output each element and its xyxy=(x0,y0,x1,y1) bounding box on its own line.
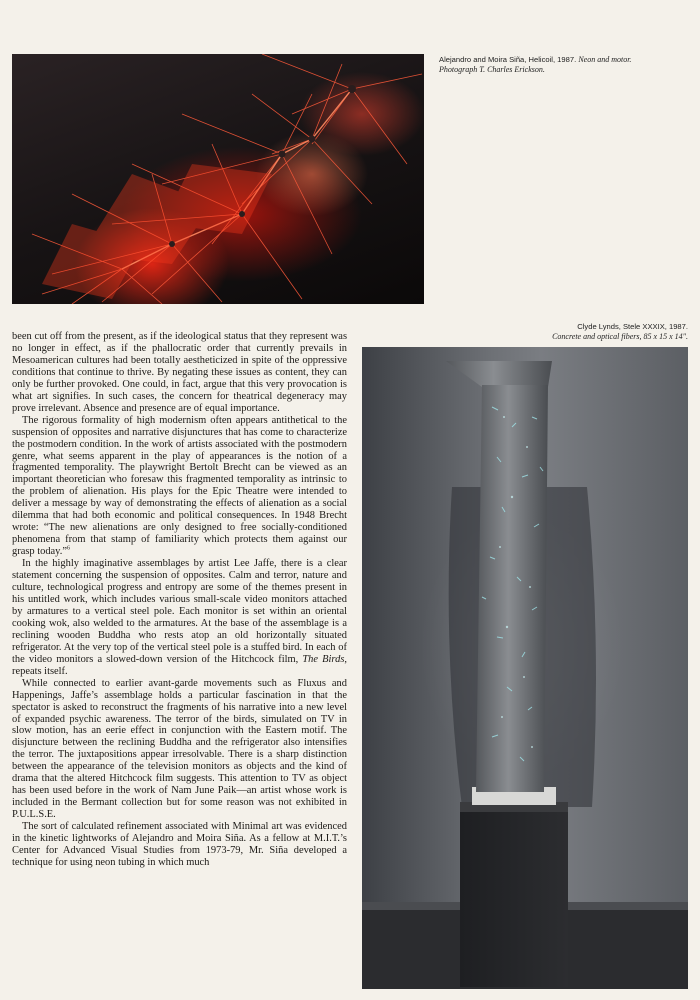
paragraph: been cut off from the present, as if the ideological status that they represent was no longer in effect, as if the phallocratic order that currently prevails in Mesoamerican cultures had been totally aestheticized in spite of the oppressive conditions that continue to thrive. By negating these issues as content, they can only be further provoked. One could, in fact, argue that this very provocation is what art signifies. In such cases, the concern for theatrical degeneracy may prove irrelevant. Absence and presence are of equal importance. xyxy=(12,331,347,414)
paragraph-text: In the highly imaginative assemblages by artist Lee Jaffe, there is a clear statement concerning the suspension of opposites. Calm and terror, nature and culture, technological progress and entropy are some of the themes present in his untitled work, which includes various small-scale video monitors attached by armatures to a vertical steel pole. Each monitor is set within an oriental cooking wok, also welded to the armatures. At the base of the assemblage is a reclining wooden Buddha who rests atop an old horizontally situated refrigerator. At the very top of the vertical steel pole is a stuffed bird. In each of the video monitors a slowed-down version of the Hitchcock film, xyxy=(12,558,347,665)
neon-light-rays xyxy=(12,54,424,304)
paragraph: While connected to earlier avant-garde movements such as Fluxus and Happenings, Jaffe’s assemblage holds a particular fascination in that the spectator is asked to reconstruct the fragments of his narrative into a new level of expanded psychic awareness. The terror of the birds, simulated on TV in slow motion, has an eerie effect in conjunction with the Eastern motif. The disjuncture between the reclining Buddha and the refrigerator also intensifies the terror. The juxtapositions appear irresolvable. There is a sharp distinction between the appearance of the television monitors as objects and the kind of drama that the altered Hitchcock film suggests. This attention to TV as object has been used before in the work of Nam June Paik—an artist whose work is included in the Bermant collection but for some reason was not exhibited in P.U.L.S.E. xyxy=(12,677,347,821)
stele-photo xyxy=(362,347,688,989)
footnote-ref: 6 xyxy=(66,545,70,552)
article-text xyxy=(12,331,347,869)
stele-caption xyxy=(428,322,688,342)
caption-photographer: Photograph T. Charles Erickson. xyxy=(439,65,545,74)
stele-sculpture xyxy=(362,347,688,989)
paragraph: The sort of calculated refinement associated with Minimal art was evidenced in the kinetic lightworks of Alejandro and Moira Siña. As a fellow at M.I.T.’s Center for Advanced Visual Studies from 1973-79, Mr. Siña developed a technique for using neon tubing in which much xyxy=(12,821,347,868)
paragraph-text: , repeats itself. xyxy=(12,653,347,677)
caption-medium: Neon and motor. xyxy=(578,55,632,64)
caption-medium: Concrete and optical fibers, 85 x 15 x 14". xyxy=(552,332,688,341)
caption-credit: Clyde Lynds, Stele XXXIX, 1987. xyxy=(577,322,688,331)
film-title: The Birds xyxy=(302,653,345,665)
caption-credit: Alejandro and Moira Siña, Helicoil, 1987. xyxy=(439,55,579,64)
helicoil-photo xyxy=(12,54,424,304)
helicoil-caption xyxy=(439,55,689,75)
paragraph-text: The rigorous formality of high modernism often appears antithetical to the suspension of opposites and narrative disjunctures that has come to characterize the postmodern condition. In the work of artists associated with the postmodern genre, what seems apparent in the play of appearances is the notion of a fragmented temporality. The playwright Bertolt Brecht can be viewed as an important theoretician who foresaw this fragmented temporality as intrinsic to the problem of alienation. His plays for the Epic Theatre were intended to deliver a message by way of demonstrating the effects of alienation as a social dilemma that had both economic and political consequences. In 1948 Brecht wrote: “The new alienations are only designed to free socially-conditioned phenomena from that stamp of familiarity which protects them against our grasp today.” xyxy=(12,414,347,558)
paragraph xyxy=(12,415,347,558)
paragraph xyxy=(12,558,347,678)
